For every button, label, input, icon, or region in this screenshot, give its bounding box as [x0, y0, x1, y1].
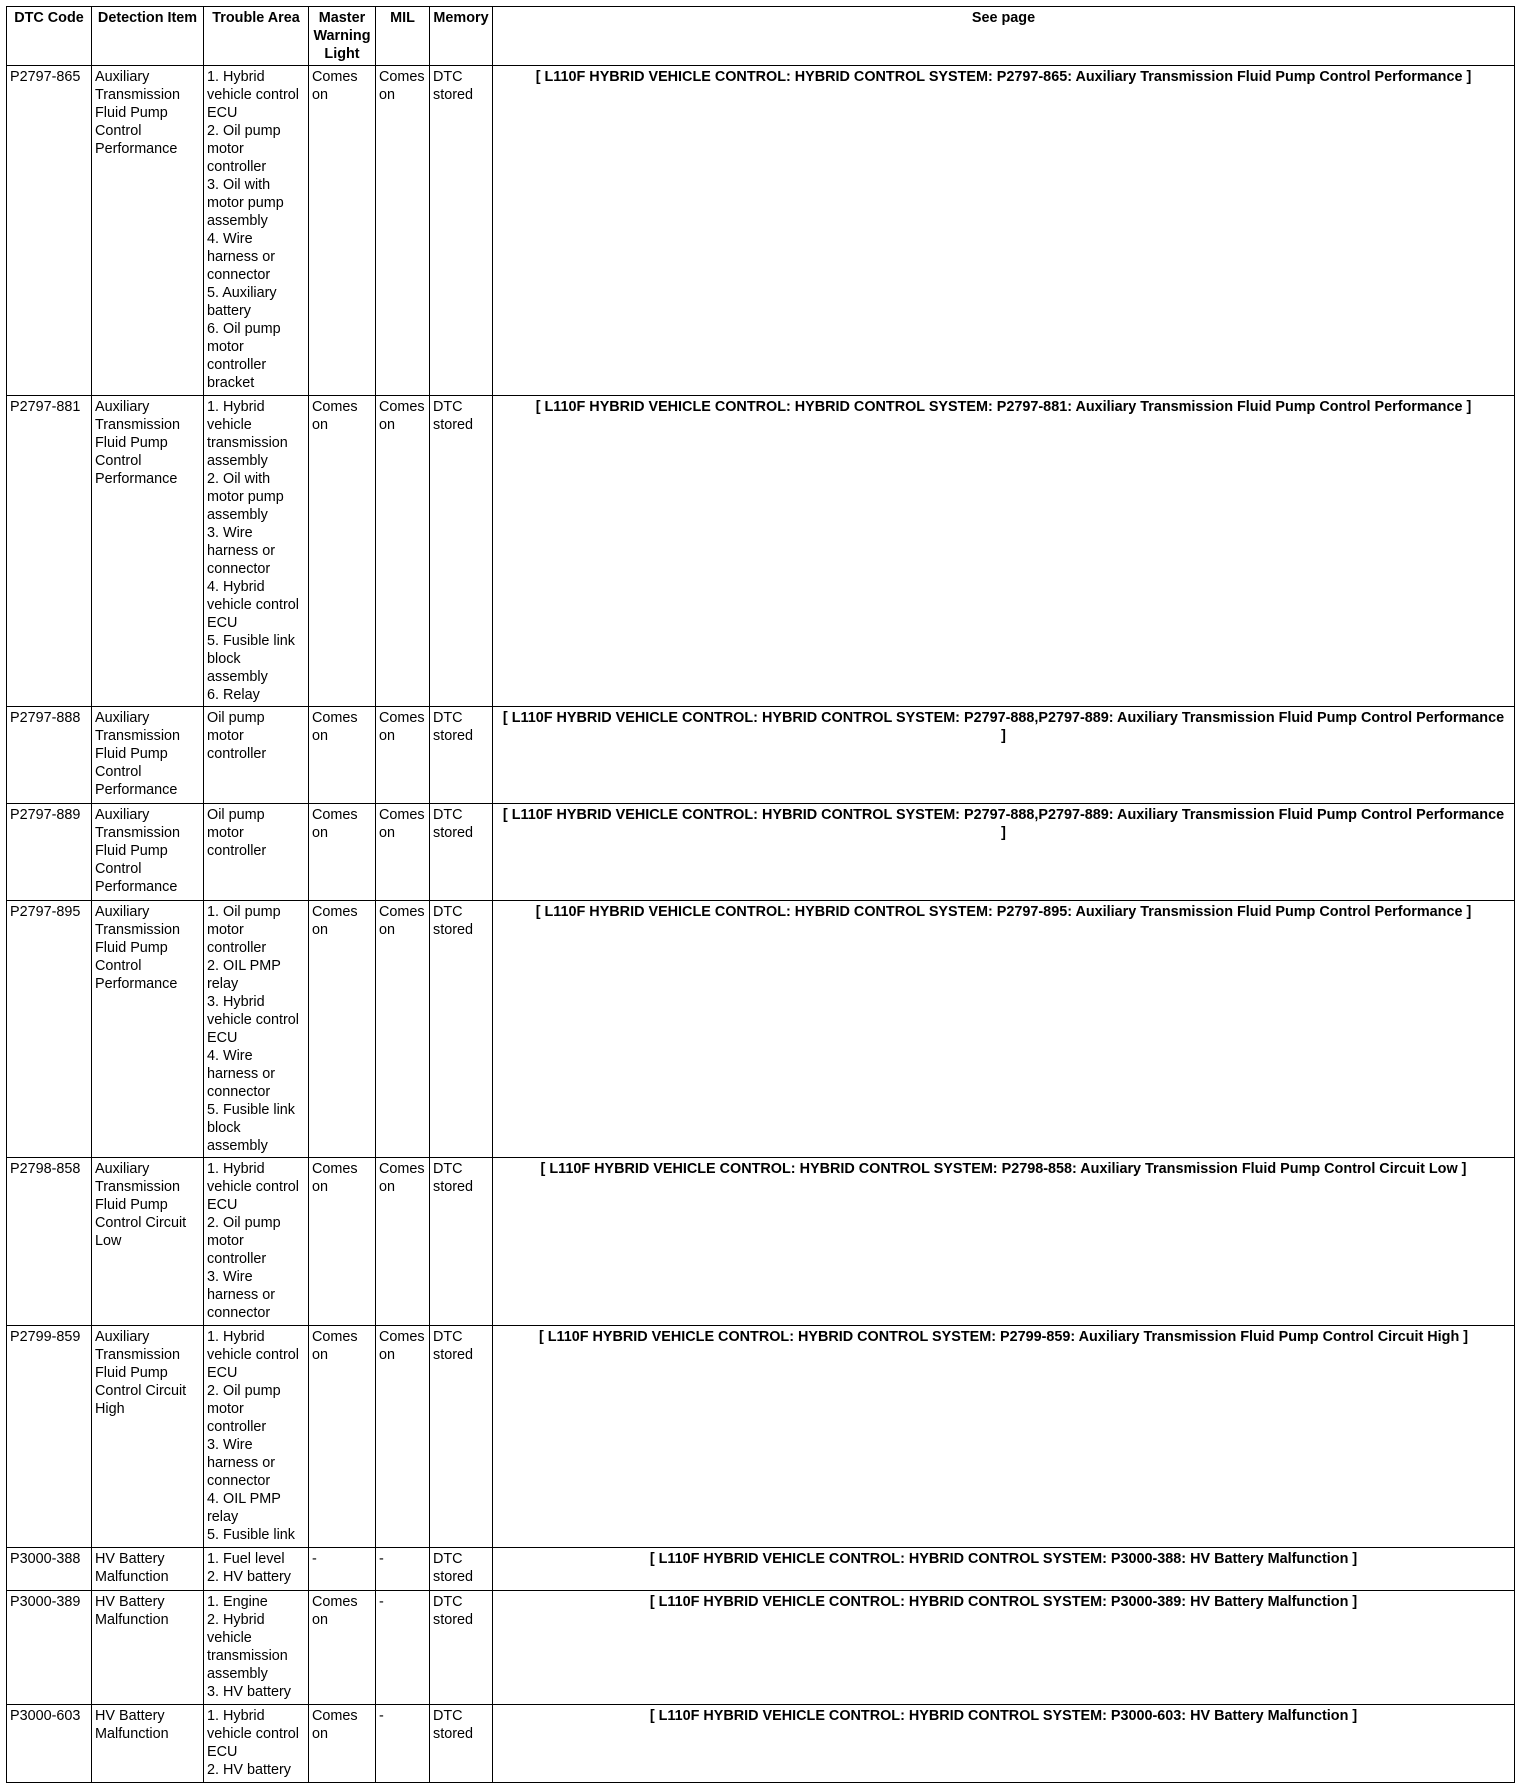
memory-cell: DTC stored — [430, 1548, 493, 1591]
dtc-code-cell: P2797-895 — [7, 901, 92, 1158]
see-page-link[interactable]: [ L110F HYBRID VEHICLE CONTROL: HYBRID CONTROL SYSTEM: P3000-388: HV Battery Malfunction ] — [493, 1548, 1515, 1591]
see-page-link[interactable]: [ L110F HYBRID VEHICLE CONTROL: HYBRID CONTROL SYSTEM: P2799-859: Auxiliary Transmission Fluid Pump Control Circuit High ] — [493, 1326, 1515, 1548]
header-detection-item: Detection Item — [92, 7, 204, 66]
see-page-link[interactable]: [ L110F HYBRID VEHICLE CONTROL: HYBRID CONTROL SYSTEM: P2797-895: Auxiliary Transmission Fluid Pump Control Performance ] — [493, 901, 1515, 1158]
trouble-area-cell — [204, 1158, 309, 1326]
memory-cell: DTC stored — [430, 1591, 493, 1705]
detection-item-cell: HV Battery Malfunction — [92, 1548, 204, 1591]
mil-cell: Comes on — [376, 396, 430, 707]
master-warning-light-cell: Comes on — [309, 396, 376, 707]
dtc-code-cell: P3000-603 — [7, 1705, 92, 1783]
mil-cell: Comes on — [376, 901, 430, 1158]
dtc-table-page — [6, 6, 1514, 1783]
master-warning-light-cell: Comes on — [309, 1158, 376, 1326]
see-page-link[interactable]: [ L110F HYBRID VEHICLE CONTROL: HYBRID CONTROL SYSTEM: P2797-865: Auxiliary Transmission Fluid Pump Control Performance ] — [493, 66, 1515, 396]
mil-cell: Comes on — [376, 66, 430, 396]
trouble-area-cell — [204, 66, 309, 396]
memory-cell: DTC stored — [430, 66, 493, 396]
dtc-code-cell: P2797-865 — [7, 66, 92, 396]
trouble-area-cell — [204, 901, 309, 1158]
trouble-area-text: 1. Engine 2. Hybrid vehicle transmission assembly 3. HV battery — [207, 1594, 291, 1700]
master-warning-light-cell: Comes on — [309, 707, 376, 804]
trouble-area-cell — [204, 1705, 309, 1783]
table-row — [7, 1591, 1515, 1705]
dtc-code-cell: P2799-859 — [7, 1326, 92, 1548]
memory-cell: DTC stored — [430, 396, 493, 707]
master-warning-light-cell: Comes on — [309, 901, 376, 1158]
header-memory: Memory — [430, 7, 493, 66]
dtc-code-cell: P2797-889 — [7, 804, 92, 901]
memory-cell: DTC stored — [430, 1158, 493, 1326]
header-trouble-area: Trouble Area — [204, 7, 309, 66]
trouble-area-text: 1. Hybrid vehicle control ECU 2. HV battery — [207, 1708, 299, 1778]
memory-cell: DTC stored — [430, 707, 493, 804]
table-row — [7, 901, 1515, 1158]
mil-cell: Comes on — [376, 804, 430, 901]
dtc-code-cell: P2797-881 — [7, 396, 92, 707]
detection-item-cell: Auxiliary Transmission Fluid Pump Control Performance — [92, 804, 204, 901]
dtc-code-cell: P3000-389 — [7, 1591, 92, 1705]
mil-cell: Comes on — [376, 1158, 430, 1326]
mil-cell: Comes on — [376, 1326, 430, 1548]
memory-cell: DTC stored — [430, 901, 493, 1158]
table-row — [7, 66, 1515, 396]
detection-item-cell: HV Battery Malfunction — [92, 1705, 204, 1783]
see-page-link[interactable]: [ L110F HYBRID VEHICLE CONTROL: HYBRID CONTROL SYSTEM: P2798-858: Auxiliary Transmission Fluid Pump Control Circuit Low ] — [493, 1158, 1515, 1326]
memory-cell: DTC stored — [430, 804, 493, 901]
mil-cell: - — [376, 1548, 430, 1591]
master-warning-light-cell: Comes on — [309, 66, 376, 396]
table-row — [7, 804, 1515, 901]
table-row — [7, 707, 1515, 804]
master-warning-light-cell: Comes on — [309, 1591, 376, 1705]
see-page-link[interactable]: [ L110F HYBRID VEHICLE CONTROL: HYBRID CONTROL SYSTEM: P3000-603: HV Battery Malfunction ] — [493, 1705, 1515, 1783]
see-page-link[interactable]: [ L110F HYBRID VEHICLE CONTROL: HYBRID CONTROL SYSTEM: P2797-888,P2797-889: Auxiliary Transmission Fluid Pump Control Performance ] — [493, 707, 1515, 804]
memory-cell: DTC stored — [430, 1705, 493, 1783]
mil-cell: - — [376, 1705, 430, 1783]
trouble-area-text: 1. Hybrid vehicle transmission assembly 2. Oil with motor pump assembly 3. Wire harness or connector 4. Hybrid vehicle control ECU 5. Fusible link block assembly 6. Relay — [207, 399, 299, 703]
header-see-page: See page — [493, 7, 1515, 66]
trouble-area-text: 1. Hybrid vehicle control ECU 2. Oil pump motor controller 3. Wire harness or connector 4. OIL PMP relay 5. Fusible link — [207, 1329, 299, 1543]
master-warning-light-cell: Comes on — [309, 1326, 376, 1548]
trouble-area-cell — [204, 707, 309, 804]
mil-cell: - — [376, 1591, 430, 1705]
memory-cell: DTC stored — [430, 1326, 493, 1548]
trouble-area-text: Oil pump motor controller — [207, 807, 267, 859]
detection-item-cell: HV Battery Malfunction — [92, 1591, 204, 1705]
trouble-area-cell — [204, 1326, 309, 1548]
table-row — [7, 1158, 1515, 1326]
trouble-area-text: 1. Hybrid vehicle control ECU 2. Oil pump motor controller 3. Oil with motor pump assembly 4. Wire harness or connector 5. Auxiliary battery 6. Oil pump motor controller bracket — [207, 69, 299, 391]
table-row — [7, 1548, 1515, 1591]
header-dtc-code: DTC Code — [7, 7, 92, 66]
mil-cell: Comes on — [376, 707, 430, 804]
see-page-link[interactable]: [ L110F HYBRID VEHICLE CONTROL: HYBRID CONTROL SYSTEM: P2797-881: Auxiliary Transmission Fluid Pump Control Performance ] — [493, 396, 1515, 707]
master-warning-light-cell: Comes on — [309, 804, 376, 901]
dtc-code-cell: P2798-858 — [7, 1158, 92, 1326]
header-row — [7, 7, 1515, 66]
detection-item-cell: Auxiliary Transmission Fluid Pump Control Performance — [92, 707, 204, 804]
detection-item-cell: Auxiliary Transmission Fluid Pump Control Circuit Low — [92, 1158, 204, 1326]
trouble-area-cell — [204, 1548, 309, 1591]
trouble-area-text: 1. Fuel level 2. HV battery — [207, 1551, 291, 1585]
see-page-link[interactable]: [ L110F HYBRID VEHICLE CONTROL: HYBRID CONTROL SYSTEM: P2797-888,P2797-889: Auxiliary Transmission Fluid Pump Control Performance ] — [493, 804, 1515, 901]
trouble-area-cell — [204, 804, 309, 901]
dtc-table — [6, 6, 1515, 1783]
trouble-area-cell — [204, 1591, 309, 1705]
table-row — [7, 1326, 1515, 1548]
table-row — [7, 1705, 1515, 1783]
dtc-code-cell: P3000-388 — [7, 1548, 92, 1591]
detection-item-cell: Auxiliary Transmission Fluid Pump Control Circuit High — [92, 1326, 204, 1548]
dtc-code-cell: P2797-888 — [7, 707, 92, 804]
trouble-area-text: 1. Hybrid vehicle control ECU 2. Oil pump motor controller 3. Wire harness or connector — [207, 1161, 299, 1321]
master-warning-light-cell: Comes on — [309, 1705, 376, 1783]
trouble-area-text: Oil pump motor controller — [207, 710, 267, 762]
header-mil: MIL — [376, 7, 430, 66]
see-page-link[interactable]: [ L110F HYBRID VEHICLE CONTROL: HYBRID CONTROL SYSTEM: P3000-389: HV Battery Malfunction ] — [493, 1591, 1515, 1705]
table-row — [7, 396, 1515, 707]
trouble-area-text: 1. Oil pump motor controller 2. OIL PMP relay 3. Hybrid vehicle control ECU 4. Wire harness or connector 5. Fusible link block assembly — [207, 904, 299, 1154]
master-warning-light-cell: - — [309, 1548, 376, 1591]
detection-item-cell: Auxiliary Transmission Fluid Pump Control Performance — [92, 901, 204, 1158]
detection-item-cell: Auxiliary Transmission Fluid Pump Control Performance — [92, 396, 204, 707]
detection-item-cell: Auxiliary Transmission Fluid Pump Control Performance — [92, 66, 204, 396]
header-master-warning-light: Master Warning Light — [309, 7, 376, 66]
trouble-area-cell — [204, 396, 309, 707]
